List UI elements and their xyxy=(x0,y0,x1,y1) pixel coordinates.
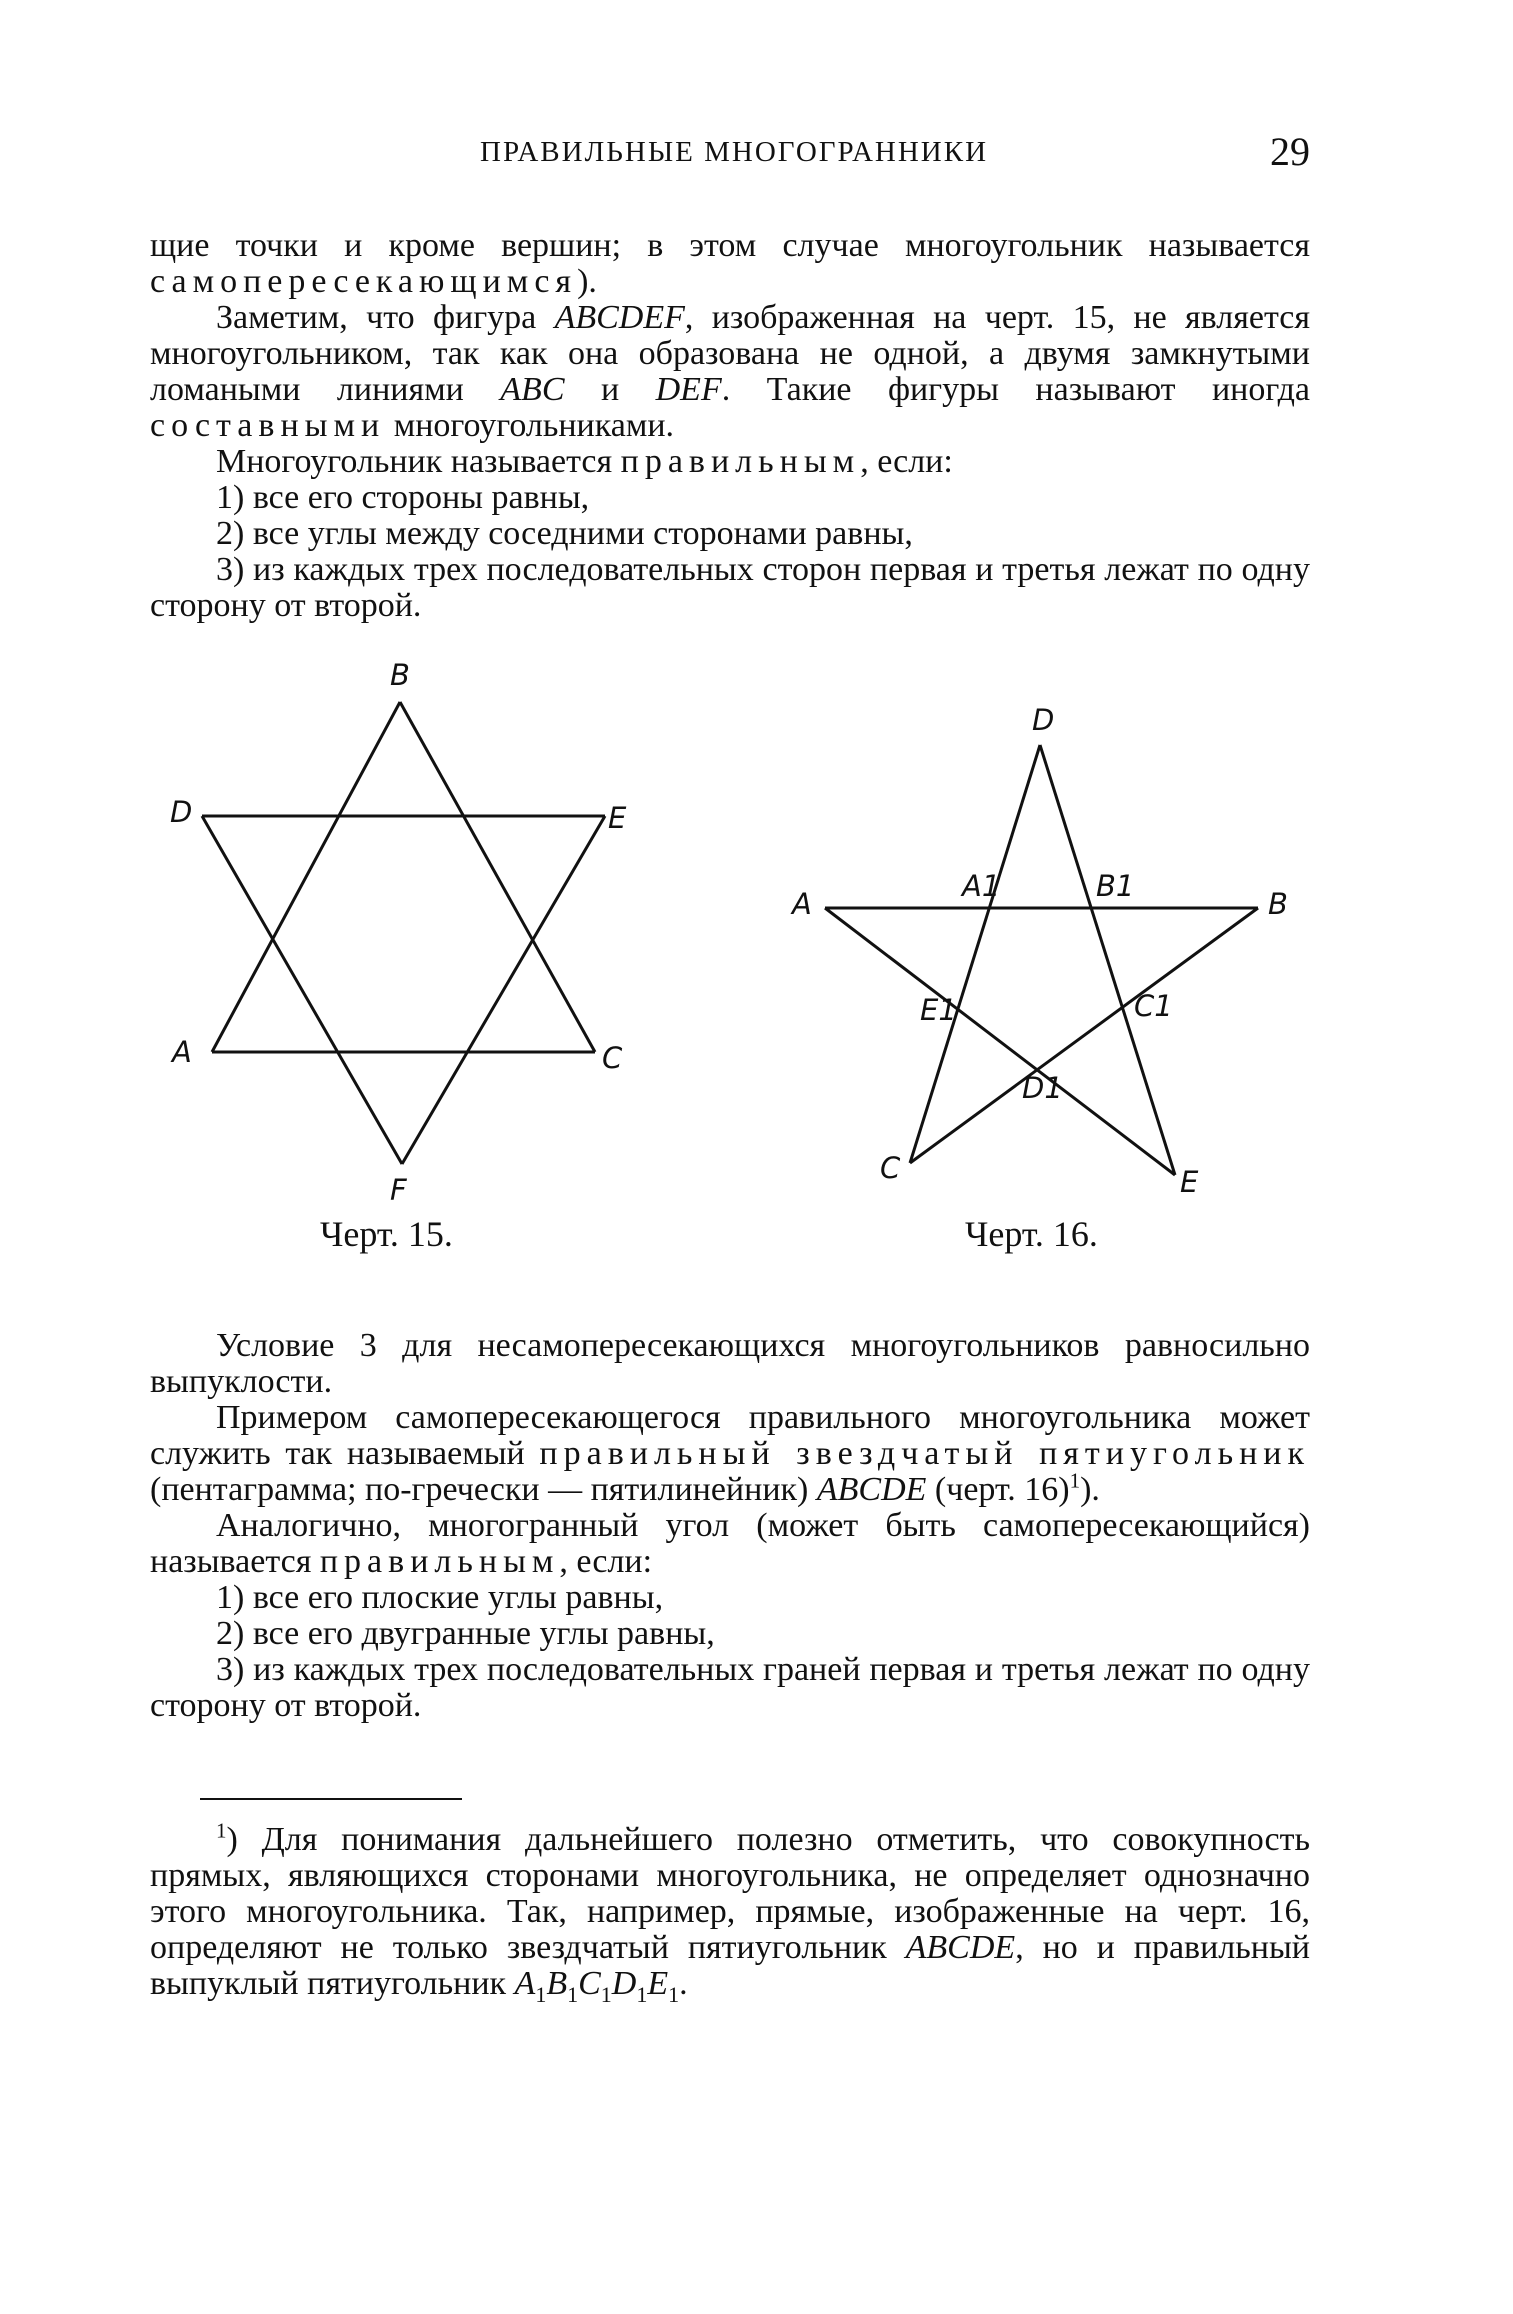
figure-16-caption: Черт. 16. xyxy=(965,1214,1098,1254)
page-number: 29 xyxy=(1270,129,1310,174)
footnote xyxy=(150,1818,1310,2013)
running-title: ПРАВИЛЬНЫЕ МНОГОГРАННИКИ xyxy=(480,136,989,168)
footnote-marker: 1 xyxy=(216,1818,227,1843)
list-item: 3) из каждых трех последовательных сторон первая и третья лежат по одну сторону от второй. xyxy=(150,551,1310,624)
label-B1: B1 xyxy=(1096,869,1135,903)
label-A1: A1 xyxy=(962,869,1001,903)
figure-15-hexagram xyxy=(150,650,670,1210)
line-CD xyxy=(910,745,1040,1163)
label-E: E xyxy=(608,801,627,835)
paragraph-4: Условие 3 для несамопересекающихся многоугольников равносильно выпуклости. xyxy=(150,1327,1310,1400)
label-D: D xyxy=(1032,703,1055,737)
figure-16-pentagram xyxy=(780,700,1320,1200)
label-D: D xyxy=(170,795,193,829)
label-E: E xyxy=(1180,1165,1199,1199)
label-B: B xyxy=(1268,887,1288,921)
line-EF xyxy=(402,816,605,1164)
line-EA xyxy=(825,908,1175,1175)
paragraph-2: Заметим, что фигура ABCDEF, изображенная на черт. 15, не является многоугольником, так как она образована не одной, а двумя замкнутыми ломаными линиями ABC и DEF. Такие фигуры называют иногда составными многоугольниками. xyxy=(150,299,1310,444)
footnote-divider xyxy=(200,1798,462,1800)
list-item: 2) все его двугранные углы равны, xyxy=(216,1615,715,1652)
label-D1: D1 xyxy=(1022,1071,1063,1105)
paragraph-1: щие точки и кроме вершин; в этом случае многоугольник называется самопересекающимся). xyxy=(150,227,1310,300)
list-item: 2) все углы между соседними сторонами равны, xyxy=(216,515,913,552)
label-E1: E1 xyxy=(920,993,957,1027)
label-A: A xyxy=(792,887,812,921)
label-C: C xyxy=(602,1041,623,1075)
list-item: 1) все его плоские углы равны, xyxy=(216,1579,664,1616)
label-C: C xyxy=(880,1151,901,1185)
footnote-ref[interactable]: 1 xyxy=(1069,1468,1081,1493)
body-text-bottom xyxy=(150,1328,1310,1724)
label-A: A xyxy=(172,1035,192,1069)
line-DE xyxy=(1040,745,1175,1175)
paragraph-6: Аналогично, многогранный угол (может быть самопересекающийся) называется правильным, если: xyxy=(150,1507,1310,1580)
line-DF xyxy=(202,816,402,1164)
paragraph-3: Многоугольник называется правильным, если: xyxy=(216,443,953,480)
list-item: 3) из каждых трех последовательных граней первая и третья лежат по одну сторону от второй. xyxy=(150,1651,1310,1724)
line-BC xyxy=(910,908,1258,1163)
label-C1: C1 xyxy=(1134,989,1173,1023)
body-text-top xyxy=(150,228,1310,624)
label-F: F xyxy=(390,1173,407,1207)
label-B: B xyxy=(390,658,410,692)
paragraph-5: Примером самопересекающегося правильного многоугольника может служить так называемый правильный звездчатый пятиугольник (пентаграмма; по-гречески — пятилинейник) ABCDE (черт. 16)$^1$). xyxy=(150,1399,1310,1508)
figure-15-caption: Черт. 15. xyxy=(320,1214,453,1254)
footnote-text: $^1$) Для понимания дальнейшего полезно отметить, что совокупность прямых, являющихся сторонами многоугольника, не определяет однозначно этого многоугольника. Так, например, прямые, изображенные на черт. 16, определяют не только звездчатый пятиугольник ABCDE, но и правильный выпуклый пятиугольник $A_1B_1C_1D_1E_1$. xyxy=(150,1818,1310,2007)
running-head xyxy=(150,128,1310,188)
list-item: 1) все его стороны равны, xyxy=(216,479,590,516)
